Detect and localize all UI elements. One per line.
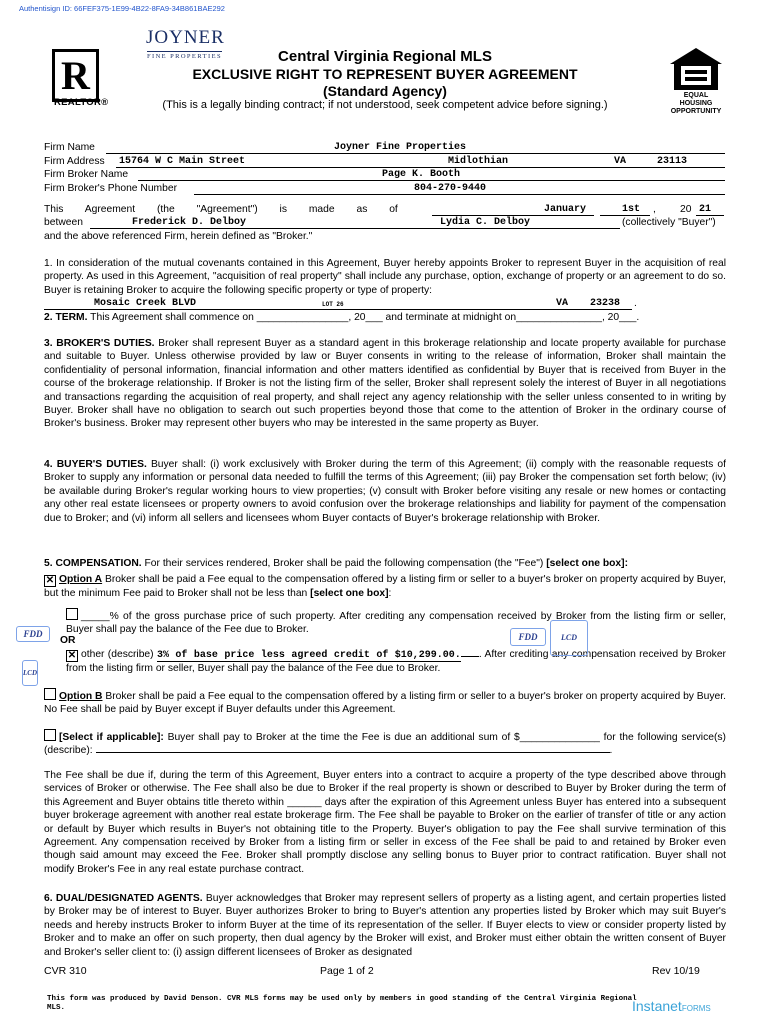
- page-number: Page 1 of 2: [320, 965, 374, 977]
- section-5-label: 5. COMPENSATION.: [44, 558, 142, 569]
- section-6-dual-agents: [44, 892, 726, 959]
- agreement-prefix: This Agreement (the "Agreement") is made as of: [44, 204, 398, 215]
- firm-name-row: [44, 141, 726, 154]
- percent-option-checkbox[interactable]: [66, 608, 78, 620]
- percent-option-text: _____% of the gross purchase price of such property. After crediting any compensation received by Broker from the listing firm or seller, Buyer shall pay the balance of the Fee due to Broker.: [66, 608, 726, 637]
- section-4-label: 4. BUYER'S DUTIES.: [44, 459, 147, 470]
- property-street[interactable]: Mosaic Creek BLVD: [94, 298, 197, 309]
- agreement-year-prefix: 20: [680, 204, 692, 215]
- section-5-heading: [44, 557, 734, 570]
- firm-phone-row: [44, 182, 726, 195]
- services-field[interactable]: [96, 752, 610, 753]
- option-b-checkbox[interactable]: [44, 688, 56, 700]
- joyner-logo-sub: FINE PROPERTIES: [147, 53, 222, 60]
- section-3-label: 3. BROKER'S DUTIES.: [44, 338, 155, 349]
- section-1-text: 1. In consideration of the mutual covenants contained in this Agreement, Buyer hereby appoints Broker to represent Buyer in the acquisition of real property. As used in this Agreement, "acquisition of real property" shall include any purchase, option, exchange of property or an agreement to do so. Buyer is retaining Broker to acquire the following specific property or type of property:: [44, 258, 726, 296]
- doc-title-mls: Central Virginia Regional MLS: [278, 48, 492, 65]
- firm-broker-value[interactable]: Page K. Booth: [382, 169, 461, 180]
- firm-broker-row: [44, 168, 726, 181]
- section-6-text: Buyer acknowledges that Broker may represent sellers of property as a listing agent, and certain properties listed by Broker may be of interest to Buyer. Buyer authorizes Broker to bring to Buyer's attention any properties listed by Broker which may suit Buyer's needs and hereby instructs Broker to inform Buyer at the time of its representation of the seller. If Buyer elects to view or consider property listed by Broker and to make an offer on such property, then dual agency by the Broker will exist, and Broker must either obtain the written consent of Buyer and Broker's seller client to: (i) assign different licensees of Broker as designated: [44, 893, 726, 958]
- fee-due-paragraph: The Fee shall be due if, during the term of this Agreement, Buyer enters into a contract to acquire a property of the type described above through services of Broker or otherwise. The Fee shall also be due to Broker if the real property is shown or described to Buyer by Broker during the term of this Agreement and Buyer obtains title thereto within ______ days after the expiration of this Agreement unless Buyer has entered into a subsequent buyer brokerage agreement with another real estate brokerage firm. The Fee shall be payable to Broker on the earlier of transfer of title or any action or default by Buyer which results in Buyer's not obtaining title to the Property. Buyer's obligation to pay the Fee shall survive termination of this Agreement. Any compensation received by Broker from a listing firm or seller in excess of the Fee shall be paid to and retained by Broker even though said amount may exceed the Fee. Broker shall promptly disclose any selling bonus to Buyer prior to contract ratification. Buyer shall not modify Broker's Fee in any real estate purchase contract.: [44, 770, 726, 875]
- firm-city-value[interactable]: Midlothian: [448, 156, 509, 167]
- firm-address-row: [44, 155, 726, 168]
- other-option-value[interactable]: 3% of base price less agreed credit of $10,299.00.: [156, 650, 461, 661]
- or-label: OR: [60, 635, 76, 646]
- firm-name-value[interactable]: Joyner Fine Properties: [334, 142, 467, 153]
- option-a-text: ✕ Option A Broker shall be paid a Fee equal to the compensation offered by a listing firm or seller to a buyer's broker on property acquired by Buyer, but the minimum Fee paid to Broker shall not be less than [select one box]:: [44, 574, 726, 599]
- firm-state-value[interactable]: VA: [614, 156, 627, 167]
- footer-note: This form was produced by David Denson. CVR MLS forms may be used only by members in good standing of the Central Virginia Regional MLS.: [47, 995, 637, 1012]
- legal-notice: (This is a legally binding contract; if not understood, seek competent advice before signing.): [162, 99, 608, 111]
- realtor-logo: R: [52, 49, 99, 102]
- realtor-wordmark: REALTOR®: [54, 97, 109, 108]
- firm-address-label: Firm Address: [44, 156, 105, 167]
- agreement-parties-row: [44, 216, 726, 229]
- section-4-text: Buyer shall: (i) work exclusively with Broker during the term of this Agreement; (ii) comply with the reasonable requests of Broker to supply any information or personal data needed to fulfill the terms of this Agreement; (iii) pay Broker the compensation set forth below; (iv) be available during Broker's regular working hours to view properties; (v) consult with Broker before visiting any resale or new homes or contacting any other real estate licensees or property owners to avoid confusion over the brokerage relationships and liability for payment of the compensation due to Broker; and (vi) inform all sellers and licensees whom Buyer contacts of Buyer's brokerage relationship with Broker.: [44, 459, 726, 524]
- section-4-buyers-duties: [44, 458, 726, 525]
- firm-address-value[interactable]: 15764 W C Main Street: [119, 156, 246, 167]
- initials-lcd-left[interactable]: LCD: [22, 660, 38, 686]
- revision: Rev 10/19: [652, 965, 700, 977]
- property-state[interactable]: VA: [556, 298, 569, 309]
- agreement-day[interactable]: 1st: [622, 204, 641, 215]
- section-5-intro: For their services rendered, Broker shall be paid the following compensation (the "Fee"): [144, 558, 544, 569]
- agreement-date-row: This Agreement (the "Agreement") is made as of January 1st , 20 21: [44, 203, 726, 216]
- joyner-logo: JOYNER: [146, 27, 225, 48]
- firm-broker-label: Firm Broker Name: [44, 169, 129, 180]
- doc-title-agency: (Standard Agency): [323, 83, 447, 99]
- firm-phone-label: Firm Broker's Phone Number: [44, 183, 178, 194]
- option-b-text: Option B Broker shall be paid a Fee equal to the compensation offered by a listing firm or seller to a buyer's broker on property acquired by Buyer. No Fee shall be paid by Buyer except if Buyer defaults under this Agreement.: [44, 688, 726, 717]
- section-2-label: 2. TERM.: [44, 312, 88, 323]
- firm-defined-line: and the above referenced Firm, herein defined as "Broker.": [44, 231, 313, 242]
- initials-fdd-right[interactable]: FDD: [510, 628, 546, 646]
- section-5-select: [select one box]:: [546, 558, 629, 569]
- equal-housing-label: EQUAL HOUSING OPPORTUNITY: [670, 92, 722, 115]
- section-6-label: 6. DUAL/DESIGNATED AGENTS.: [44, 893, 203, 904]
- section-2-text: This Agreement shall commence on ________________, 20___ and terminate at midnight on_______________, 20___.: [90, 312, 640, 323]
- option-a-checkbox[interactable]: ✕: [45, 575, 55, 586]
- section-3-brokers-duties: [44, 337, 726, 431]
- property-lot[interactable]: LOT 26: [322, 301, 344, 308]
- buyer-1-name[interactable]: Frederick D. Delboy: [132, 217, 247, 228]
- option-b-label: Option B: [59, 691, 103, 702]
- buyer-2-name[interactable]: Lydia C. Delboy: [440, 217, 531, 228]
- collectively-label: (collectively "Buyer"): [622, 217, 716, 228]
- initials-fdd-left[interactable]: FDD: [16, 626, 50, 642]
- form-number: CVR 310: [44, 965, 87, 977]
- other-option-text: ✕ other (describe) 3% of base price less agreed credit of $10,299.00. . After crediting any compensation received by Broker from the listing firm or seller, Buyer shall pay the balance of the Fee due to Broker.: [66, 649, 726, 675]
- between-label: between: [44, 217, 83, 228]
- section-2-term: [44, 311, 734, 324]
- option-a-label: Option A: [59, 574, 103, 585]
- initials-lcd-right[interactable]: LCD: [550, 620, 588, 656]
- section-3-text: Broker shall represent Buyer as a standard agent in this brokerage relationship and locate property available for purchase and suitable to Buyer. Unless otherwise provided by law or Buyer consents in writing to the release of information, Broker shall maintain the confidentiality of personal information, financial information and other matters identified as confidential by Buyer that is received from Buyer in the course of the brokerage relationship. If Broker is not the listing firm of the seller, Broker shall represent solely the interest of Buyer in all negotiations and transactions regarding the acquisition of real property, and shall reject any agency relationship with the seller unless consented to in writing by Buyer. Broker shall have no obligation to search out such properties beyond those that come to the attention of Broker in the ordinary course of Broker's business. Broker may represent other buyers who may be interested in the same property as Buyer.: [44, 338, 726, 430]
- property-zip[interactable]: 23238: [590, 298, 621, 309]
- instanet-logo: InstanetFORMS: [632, 998, 711, 1014]
- agreement-year[interactable]: 21: [699, 204, 712, 215]
- doc-title-agreement: EXCLUSIVE RIGHT TO REPRESENT BUYER AGREEMENT: [192, 66, 578, 82]
- authentisign-id: Authentisign ID: 66FEF375-1E99-4B22-8FA9-34B861BAE292: [19, 4, 225, 13]
- firm-phone-value[interactable]: 804-270-9440: [414, 183, 487, 194]
- agreement-month[interactable]: January: [544, 204, 587, 215]
- firm-name-label: Firm Name: [44, 142, 95, 153]
- other-option-checkbox[interactable]: ✕: [67, 650, 77, 661]
- applicable-option-text: [Select if applicable]: Buyer shall pay to Broker at the time the Fee is due an additional sum of $______________ for the following service(s) (describe): .: [44, 729, 726, 758]
- applicable-checkbox[interactable]: [44, 729, 56, 741]
- firm-zip-value[interactable]: 23113: [657, 156, 688, 167]
